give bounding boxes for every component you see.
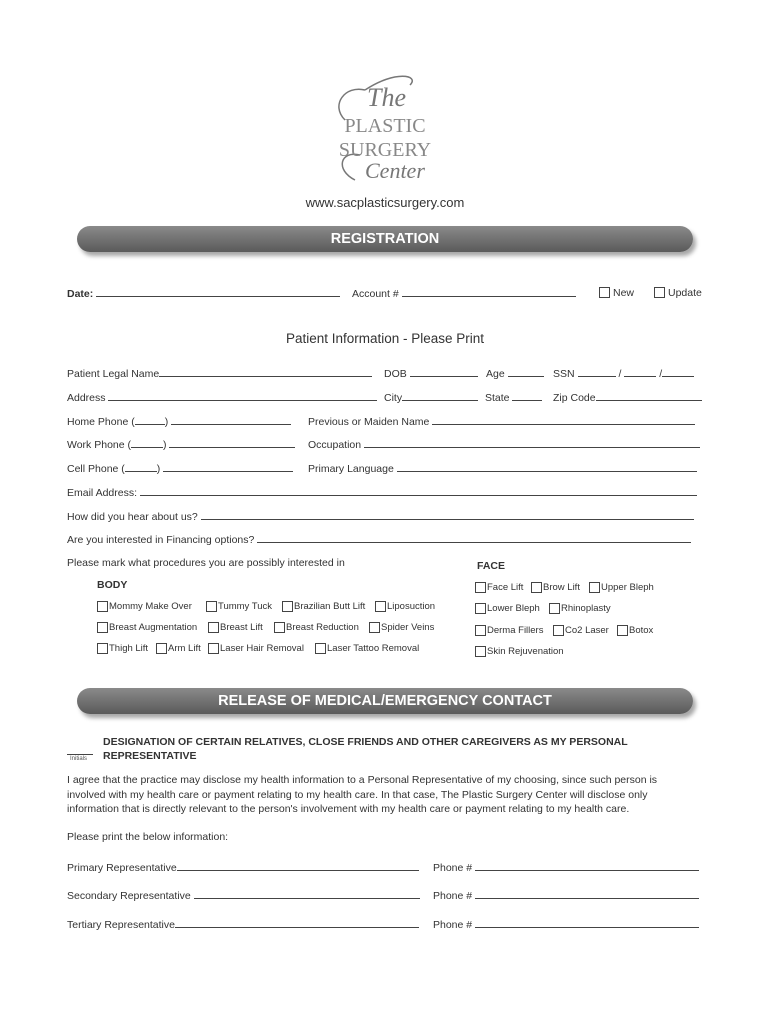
date-label: Date: [67, 288, 94, 300]
face-option-label: Derma Fillers [487, 625, 544, 636]
tertiary-representative-field[interactable] [67, 918, 419, 931]
body-checkbox[interactable] [282, 601, 293, 612]
occupation-field[interactable] [308, 438, 700, 451]
consent-line: I agree that the practice may disclose my health information to a Personal Representative of my choosing, since such person is [67, 774, 658, 786]
body-checkbox[interactable] [97, 622, 108, 633]
paren-close: ) [156, 463, 161, 475]
maiden-name-label: Previous or Maiden Name [308, 416, 430, 428]
print-below-note: Please print the below information: [67, 831, 229, 843]
phone-label: Phone # [433, 862, 473, 874]
primary-representative-field[interactable] [67, 861, 419, 874]
body-option-label: Tummy Tuck [218, 601, 273, 612]
primary-representative-label: Primary Representative [67, 862, 177, 874]
zip-field[interactable] [553, 391, 702, 404]
initials-label: Initials [70, 756, 88, 762]
consent-line: information that is directly relevant to the person's involvement with my health care or payment relating to my health care. [67, 803, 630, 815]
svg-text:The: The [367, 83, 406, 112]
face-heading: FACE [477, 560, 506, 572]
zip-label: Zip Code [553, 392, 596, 404]
email-label: Email Address: [67, 487, 138, 499]
body-checkbox[interactable] [369, 622, 380, 633]
body-option-label: Breast Lift [220, 622, 263, 633]
email-field[interactable] [67, 486, 697, 499]
face-checkbox[interactable] [549, 603, 560, 614]
ssn-separator: / [659, 368, 663, 380]
city-field[interactable] [384, 391, 478, 404]
primary-phone-field[interactable] [433, 861, 699, 874]
face-checkbox[interactable] [475, 646, 486, 657]
financing-label: Are you interested in Financing options? [67, 534, 255, 546]
hear-about-field[interactable] [67, 510, 694, 523]
paren-close: ) [164, 416, 169, 428]
body-checkbox[interactable] [208, 622, 219, 633]
body-option-label: Breast Augmentation [109, 622, 198, 633]
plastic-surgery-center-logo [325, 70, 445, 185]
body-checkbox[interactable] [156, 643, 167, 654]
legal-name-label: Patient Legal Name [67, 368, 160, 380]
face-option-label: Rhinoplasty [561, 603, 611, 614]
state-field[interactable] [485, 391, 542, 404]
dob-field[interactable] [384, 367, 478, 380]
date-field[interactable] [67, 287, 340, 300]
body-option-label: Spider Veins [381, 622, 435, 633]
consent-line: involved with my health care or payment relating to my health care. In that case, The Plastic Surgery Center will disclose only [67, 789, 648, 801]
procedures-prompt: Please mark what procedures you are possibly interested in [67, 557, 345, 569]
new-checkbox[interactable] [599, 287, 610, 298]
body-checkbox[interactable] [97, 601, 108, 612]
account-label: Account # [352, 288, 399, 300]
occupation-label: Occupation [308, 439, 362, 451]
cell-phone-label: Cell Phone ( [67, 463, 125, 475]
work-phone-label: Work Phone ( [67, 439, 131, 451]
svg-text:PLASTIC: PLASTIC [344, 115, 426, 137]
face-checkbox[interactable] [553, 625, 564, 636]
initials-line[interactable] [67, 742, 93, 755]
update-label: Update [668, 287, 702, 299]
face-option-label: Lower Bleph [487, 603, 540, 614]
designation-line1: DESIGNATION OF CERTAIN RELATIVES, CLOSE FRIENDS AND OTHER CAREGIVERS AS MY PERSONAL [103, 736, 628, 748]
body-checkbox[interactable] [375, 601, 386, 612]
body-heading: BODY [97, 579, 128, 591]
face-option-label: Face Lift [487, 582, 524, 593]
svg-text:Center: Center [365, 158, 425, 183]
tertiary-phone-field[interactable] [433, 918, 699, 931]
face-option-label: Upper Bleph [601, 582, 654, 593]
body-checkbox[interactable] [315, 643, 326, 654]
body-checkbox[interactable] [97, 643, 108, 654]
designation-line2: REPRESENTATIVE [103, 750, 197, 762]
work-phone-field[interactable] [67, 438, 295, 451]
face-option-label: Botox [629, 625, 654, 636]
age-label: Age [486, 368, 505, 380]
new-label: New [613, 287, 635, 299]
body-option-label: Arm Lift [168, 643, 201, 654]
primary-language-field[interactable] [308, 462, 697, 475]
body-checkbox[interactable] [206, 601, 217, 612]
body-option-label: Brazilian Butt Lift [294, 601, 366, 612]
ssn-field[interactable] [553, 367, 694, 380]
city-label: City [384, 392, 403, 404]
registration-banner: REGISTRATION [77, 226, 693, 252]
phone-label: Phone # [433, 890, 473, 902]
state-label: State [485, 392, 510, 404]
body-option-label: Liposuction [387, 601, 436, 612]
maiden-name-field[interactable] [308, 415, 695, 428]
update-checkbox[interactable] [654, 287, 665, 298]
cell-phone-field[interactable] [67, 462, 293, 475]
face-checkbox[interactable] [531, 582, 542, 593]
address-label: Address [67, 392, 106, 404]
release-banner: RELEASE OF MEDICAL/EMERGENCY CONTACT [77, 688, 693, 714]
face-option-label: Skin Rejuvenation [487, 646, 564, 657]
account-field[interactable] [352, 287, 576, 300]
hear-about-label: How did you hear about us? [67, 511, 198, 523]
home-phone-field[interactable] [67, 415, 291, 428]
secondary-phone-field[interactable] [433, 889, 699, 902]
secondary-representative-label: Secondary Representative [67, 890, 191, 902]
face-checkbox[interactable] [617, 625, 628, 636]
face-checkbox[interactable] [475, 582, 486, 593]
face-checkbox[interactable] [589, 582, 600, 593]
tertiary-representative-label: Tertiary Representative [67, 919, 175, 931]
financing-field[interactable] [67, 533, 691, 546]
body-option-label: Thigh Lift [109, 643, 149, 654]
face-option-label: Co2 Laser [565, 625, 609, 636]
ssn-label: SSN [553, 368, 575, 380]
website-url[interactable]: www.sacplasticsurgery.com [305, 195, 465, 210]
address-field[interactable] [67, 391, 377, 404]
body-option-label: Laser Tattoo Removal [327, 643, 420, 654]
age-field[interactable] [486, 367, 544, 380]
body-checkbox[interactable] [208, 643, 219, 654]
dob-label: DOB [384, 368, 407, 380]
secondary-representative-field[interactable] [67, 889, 420, 902]
paren-close: ) [163, 439, 167, 451]
legal-name-field[interactable] [67, 367, 372, 380]
ssn-separator: / [618, 368, 622, 380]
body-option-label: Breast Reduction [286, 622, 359, 633]
face-checkbox[interactable] [475, 603, 486, 614]
home-phone-label: Home Phone ( [67, 416, 135, 428]
primary-language-label: Primary Language [308, 463, 394, 475]
face-option-label: Brow Lift [543, 582, 580, 593]
body-option-label: Laser Hair Removal [220, 643, 304, 654]
body-option-label: Mommy Make Over [109, 601, 192, 612]
face-checkbox[interactable] [475, 625, 486, 636]
phone-label: Phone # [433, 919, 473, 931]
patient-info-heading: Patient Information - Please Print [285, 331, 485, 346]
body-checkbox[interactable] [274, 622, 285, 633]
svg-text:SURGERY: SURGERY [338, 139, 432, 161]
